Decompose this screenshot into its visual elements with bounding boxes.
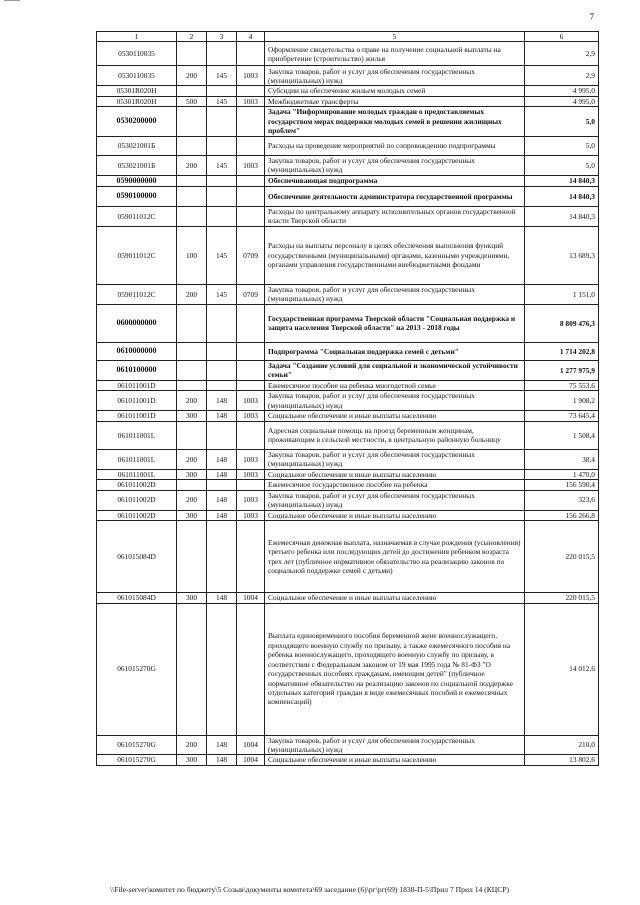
expense-type: 200 [177,66,207,86]
department-code: 148 [207,449,237,469]
item-description: Обеспечивающая подпрограмма [265,175,525,186]
classification-code: 0590100000 [97,186,177,206]
table-row [97,304,599,342]
amount: 220 015,5 [525,521,599,593]
amount: 13 689,3 [525,226,599,284]
classification-code: 059011012С [97,284,177,304]
table-row [97,391,599,411]
page-number: 7 [589,12,594,22]
item-description: Закупка товаров, работ и услуг для обеспечения государственных (муниципальных) нужд [265,449,525,469]
department-code [207,175,237,186]
department-code: 148 [207,391,237,411]
corner-mark [4,0,20,1]
column-header: 3 [207,32,237,42]
item-description: Выплата единовременного пособия беременной жене военнослужащего, проходящего военную службу по призыву, а также ежемесячного пособия на ребенка военнослужащего, проходящего военную службу по призыву, в соответствии с Федеральным законом от 19 мая 1995 года № 81-ФЗ "О государственных пособиях гражданам, имеющим детей" (публичное нормативное обязательство на реализацию законов по социальной поддержке отдельных категорий граждан в виде ежемесячных пособий и ежемесячных компенсаций) [265,603,525,735]
amount: 5,0 [525,155,599,175]
amount: 2,9 [525,42,599,66]
item-description: Расходы по центральному аппарату исполнительных органов государственной власти Тверской области [265,206,525,226]
department-code [207,360,237,380]
table-row [97,226,599,284]
table-header-row [97,32,599,42]
classification-code: 0610000000 [97,342,177,360]
expense-type [177,186,207,206]
item-description: Закупка товаров, работ и услуг для обеспечения государственных (муниципальных) нужд [265,284,525,304]
expense-type: 200 [177,490,207,510]
section-code [237,206,265,226]
column-header: 5 [265,32,525,42]
table-row [97,206,599,226]
section-code [237,175,265,186]
table-row [97,755,599,765]
expense-type [177,360,207,380]
table-row [97,510,599,520]
column-header: 2 [177,32,207,42]
section-code [237,380,265,390]
classification-code: 061015270G [97,755,177,765]
department-code [207,421,237,449]
expense-type [177,42,207,66]
item-description: Ежемесячное пособие на ребенка многодетной семье [265,380,525,390]
classification-code: 061011002D [97,510,177,520]
amount: 156 590,4 [525,480,599,490]
department-code [207,206,237,226]
section-code [237,107,265,136]
amount: 14 840,3 [525,206,599,226]
department-code [207,380,237,390]
classification-code: 061015084D [97,593,177,603]
table-row [97,155,599,175]
expense-type [177,480,207,490]
classification-code: 061015270G [97,735,177,755]
classification-code: 061011002D [97,480,177,490]
item-description: Закупка товаров, работ и услуг для обеспечения государственных (муниципальных) нужд [265,391,525,411]
item-description: Адресная социальная помощь на проезд беременным женщинам, проживающим в сельской местности, в центральную районную больницу [265,421,525,449]
item-description: Расходы на выплаты персоналу в целях обеспечения выполнения функций государственными (муниципальными) органами, казенными учреждениями, органами управления государственными внебюджетными фондами [265,226,525,284]
item-description: Закупка товаров, работ и услуг для обеспечения государственных (муниципальных) нужд [265,490,525,510]
section-code: 1003 [237,96,265,106]
section-code: 1004 [237,755,265,765]
column-header: 4 [237,32,265,42]
amount: 13 802,6 [525,755,599,765]
department-code [207,186,237,206]
amount: 4 995,0 [525,86,599,96]
file-path-footer: \\File-server\комитет по бюджету\5 Созыв\документы комитета\69 заседание (6)\рг\рг(69) 1838-П-5\Прил 7 Прил 14 (КЦСР) [110,885,510,894]
classification-code: 061011001L [97,449,177,469]
department-code: 148 [207,755,237,765]
department-code: 148 [207,490,237,510]
table-row [97,735,599,755]
section-code [237,480,265,490]
section-code: 1003 [237,411,265,421]
table-row [97,175,599,186]
section-code [237,186,265,206]
table-row [97,449,599,469]
expense-type: 200 [177,391,207,411]
amount: 1 714 202,8 [525,342,599,360]
section-code: 1003 [237,391,265,411]
section-code [237,342,265,360]
amount: 323,6 [525,490,599,510]
classification-code: 061011001D [97,380,177,390]
table-row [97,66,599,86]
classification-code: 05301R020H [97,96,177,106]
section-code: 1003 [237,490,265,510]
department-code: 145 [207,155,237,175]
item-description: Социальное обеспечение и иные выплаты населению [265,593,525,603]
amount: 156 266,8 [525,510,599,520]
item-description: Расходы на проведение мероприятий по сопровождению подпрограммы [265,136,525,155]
classification-code: 059011012С [97,206,177,226]
department-code [207,342,237,360]
expense-type: 500 [177,96,207,106]
amount: 5,0 [525,136,599,155]
expense-type [177,304,207,342]
department-code: 145 [207,66,237,86]
amount: 8 809 476,3 [525,304,599,342]
department-code [207,603,237,735]
amount: 75 553,6 [525,380,599,390]
classification-code: 059011012С [97,226,177,284]
classification-code: 061015084D [97,521,177,593]
item-description: Социальное обеспечение и иные выплаты населению [265,411,525,421]
classification-code: 0530110035 [97,42,177,66]
department-code: 148 [207,469,237,479]
expense-type [177,421,207,449]
item-description: Государственная программа Тверской области "Социальная поддержка и защита населения Тверской области" на 2013 - 2018 годы [265,304,525,342]
classification-code: 05301R020H [97,86,177,96]
section-code [237,360,265,380]
item-description: Субсидии на обеспечение жильем молодых семей [265,86,525,96]
expense-type: 200 [177,449,207,469]
expense-type: 300 [177,469,207,479]
expense-type [177,206,207,226]
expense-type [177,86,207,96]
classification-code: 061011001D [97,391,177,411]
amount: 1 277 975,9 [525,360,599,380]
item-description: Задача "Создание условий для социальной и экономической устойчивости семьи" [265,360,525,380]
table-row [97,380,599,390]
department-code: 148 [207,411,237,421]
table-body [97,32,599,766]
expense-type [177,342,207,360]
table-row [97,136,599,155]
expense-type [177,521,207,593]
table-row [97,342,599,360]
item-description: Задача "Информирование молодых граждан о предоставляемых государством мерах поддержки молодых семей в решении жилищных проблем" [265,107,525,136]
amount: 2,9 [525,66,599,86]
amount: 1 508,4 [525,421,599,449]
department-code [207,42,237,66]
section-code [237,136,265,155]
table-row [97,521,599,593]
classification-code: 0600000000 [97,304,177,342]
expense-type [177,136,207,155]
section-code: 1003 [237,155,265,175]
column-header: 6 [525,32,599,42]
section-code: 1004 [237,735,265,755]
amount: 14 840,3 [525,175,599,186]
table-row [97,593,599,603]
department-code [207,86,237,96]
department-code: 145 [207,96,237,106]
table-row [97,107,599,136]
table-row [97,490,599,510]
section-code [237,421,265,449]
amount: 4 995,0 [525,96,599,106]
table-row [97,42,599,66]
item-description: Оформление свидетельства о праве на получение социальной выплаты на приобретение (строительство) жилья [265,42,525,66]
table-row [97,186,599,206]
section-code: 1004 [237,593,265,603]
table-row [97,284,599,304]
department-code: 148 [207,510,237,520]
column-header: 1 [97,32,177,42]
amount: 14 012,6 [525,603,599,735]
section-code: 1003 [237,469,265,479]
table-row [97,469,599,479]
department-code [207,480,237,490]
classification-code: 0530200000 [97,107,177,136]
table-row [97,411,599,421]
item-description: Обеспечение деятельности администратора государственной программы [265,186,525,206]
amount: 220 015,5 [525,593,599,603]
expense-type: 200 [177,284,207,304]
classification-code: 053021001Б [97,136,177,155]
classification-code: 053021001Б [97,155,177,175]
department-code: 145 [207,284,237,304]
section-code [237,86,265,96]
item-description: Закупка товаров, работ и услуг для обеспечения государственных (муниципальных) нужд [265,66,525,86]
amount: 5,0 [525,107,599,136]
item-description: Социальное обеспечение и иные выплаты населению [265,510,525,520]
department-code [207,136,237,155]
budget-table [96,31,599,766]
table-row [97,86,599,96]
expense-type: 300 [177,411,207,421]
section-code [237,42,265,66]
department-code [207,521,237,593]
classification-code: 061015270G [97,603,177,735]
item-description: Закупка товаров, работ и услуг для обеспечения государственных (муниципальных) нужд [265,735,525,755]
section-code [237,603,265,735]
expense-type [177,603,207,735]
department-code [207,304,237,342]
item-description: Ежемесячная денежная выплата, назначаемая в случае рождения (усыновления) третьего ребенка или последующих детей до достижения ребенком возраста трех лет (публичное нормативное обязательство на реализацию законов по социальной поддержке семей с детьми) [265,521,525,593]
amount: 1 470,0 [525,469,599,479]
department-code: 148 [207,735,237,755]
amount: 210,0 [525,735,599,755]
section-code: 0709 [237,226,265,284]
classification-code: 061011001D [97,411,177,421]
department-code: 148 [207,593,237,603]
table-row [97,96,599,106]
expense-type: 200 [177,155,207,175]
amount: 14 840,3 [525,186,599,206]
amount: 38,4 [525,449,599,469]
amount: 1 151,0 [525,284,599,304]
amount: 73 645,4 [525,411,599,421]
item-description: Социальное обеспечение и иные выплаты населению [265,755,525,765]
classification-code: 0530110035 [97,66,177,86]
section-code: 1003 [237,66,265,86]
expense-type [177,175,207,186]
expense-type [177,107,207,136]
section-code: 1003 [237,510,265,520]
classification-code: 0610100000 [97,360,177,380]
item-description: Закупка товаров, работ и услуг для обеспечения государственных (муниципальных) нужд [265,155,525,175]
table-row [97,421,599,449]
classification-code: 061011001L [97,469,177,479]
expense-type: 300 [177,593,207,603]
table-row [97,360,599,380]
item-description: Подпрограмма "Социальная поддержка семей с детьми" [265,342,525,360]
item-description: Межбюджетные трансферты [265,96,525,106]
table-row [97,480,599,490]
section-code [237,304,265,342]
item-description: Ежемесячное государственное пособие на ребенка [265,480,525,490]
section-code: 1003 [237,449,265,469]
expense-type: 100 [177,226,207,284]
department-code: 145 [207,226,237,284]
amount: 1 908,2 [525,391,599,411]
section-code [237,521,265,593]
item-description: Социальное обеспечение и иные выплаты населению [265,469,525,479]
classification-code: 061011001L [97,421,177,449]
classification-code: 0590000000 [97,175,177,186]
expense-type: 200 [177,735,207,755]
table-row [97,603,599,735]
expense-type [177,380,207,390]
expense-type: 300 [177,510,207,520]
section-code: 0709 [237,284,265,304]
department-code [207,107,237,136]
classification-code: 061011002D [97,490,177,510]
expense-type: 300 [177,755,207,765]
